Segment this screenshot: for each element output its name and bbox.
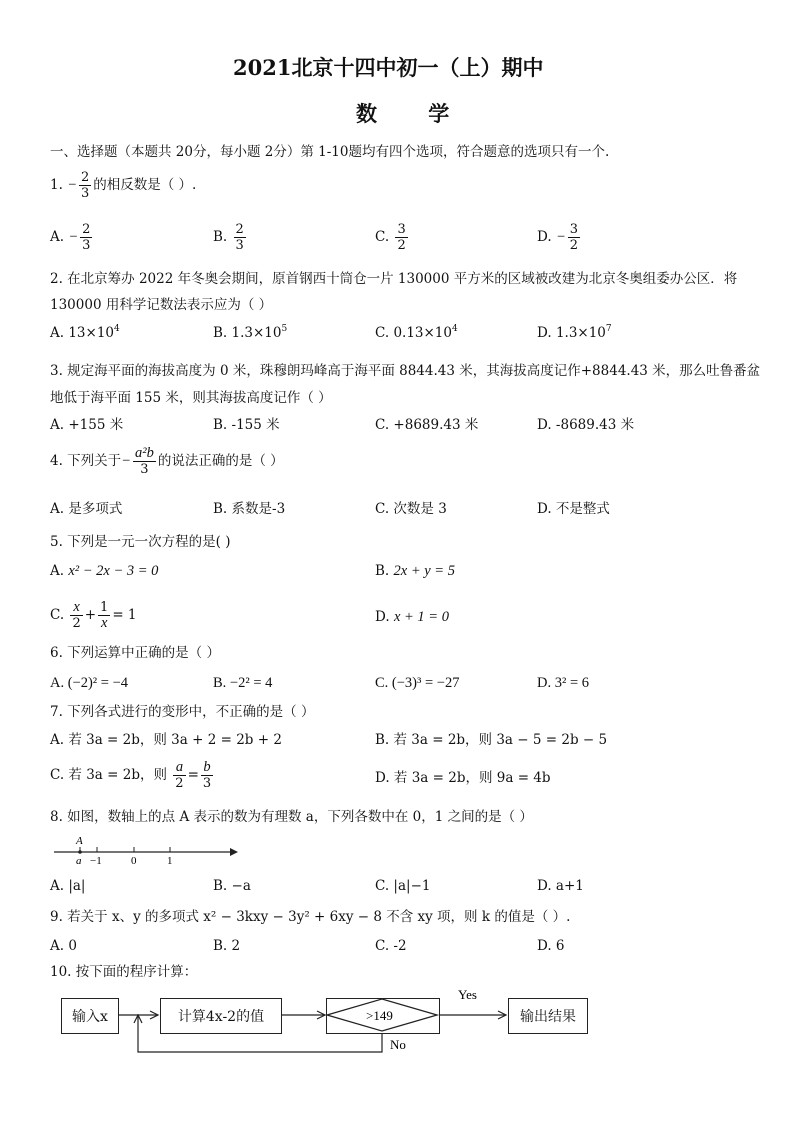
question-10-stem: 10. 按下面的程序计算： bbox=[50, 964, 198, 980]
q2-option-c: C. $0.13\times 10^4$ bbox=[375, 324, 458, 341]
q4-option-c: C. 次数是 3 bbox=[375, 501, 447, 517]
q6-option-b: B. −2² = 4 bbox=[213, 675, 273, 691]
question-1-stem: 1. − $\frac{2}{3}$ 的相反数是（ ）. bbox=[50, 170, 197, 201]
tick-label-minus-1: −1 bbox=[90, 855, 102, 867]
question-3-line-2: 地低于海平面 155 米，则其海拔高度记作（ ） bbox=[50, 390, 332, 406]
q6-option-d: D. 3² = 6 bbox=[537, 675, 589, 691]
q4-option-a: A. 是多项式 bbox=[50, 501, 123, 517]
page-title: 2021北京十四中初一（上）期中 bbox=[233, 55, 544, 80]
q7-option-a: A. 若 3a = 2b，则 3a + 2 = 2b + 2 bbox=[50, 732, 282, 748]
point-a-label: A bbox=[76, 835, 83, 847]
q1-option-b: B. $\frac{2}{3}$ bbox=[213, 222, 244, 253]
var-a-label: a bbox=[76, 855, 82, 867]
q8-option-b: B. −a bbox=[213, 878, 251, 894]
q3-option-a: A. +155 米 bbox=[50, 417, 124, 433]
q6-option-a: A. (−2)² = −4 bbox=[50, 675, 129, 691]
q2-option-d: D. $1.3\times 10^7$ bbox=[537, 324, 612, 341]
flow-input-box: 输入x bbox=[61, 998, 119, 1034]
subject-title: 数 学 bbox=[356, 101, 472, 126]
q6-option-c: C. (−3)³ = −27 bbox=[375, 675, 460, 691]
q1-option-d: D. − $\frac{3}{2}$ bbox=[537, 222, 579, 253]
q5-option-c: C. $\frac{x}{2}$ + $\frac{1}{x}$ = 1 bbox=[50, 599, 137, 631]
tick-label-0: 0 bbox=[131, 855, 137, 867]
question-2-line-1: 2. 在北京筹办 2022 年冬奥会期间，原首钢西十筒仓一片 130000 平方米的区域被改建为北京冬奥组委办公区．将 bbox=[50, 271, 738, 287]
q3-option-b: B. -155 米 bbox=[213, 417, 280, 433]
q9-option-d: D. 6 bbox=[537, 938, 565, 954]
number-line-arrow bbox=[230, 848, 238, 856]
question-4-stem: 4. 下列关于− $\frac{\text{a²b}}{3}$ 的说法正确的是（ ） bbox=[50, 445, 284, 477]
q2-option-a: A. $13\times 10^4$ bbox=[50, 324, 120, 341]
q9-option-b: B. 2 bbox=[213, 938, 241, 954]
flow-no-label: No bbox=[390, 1037, 406, 1052]
question-2-line-2: 130000 用科学记数法表示应为（ ） bbox=[50, 297, 273, 313]
number-line-figure bbox=[50, 832, 240, 868]
flow-output-box: 输出结果 bbox=[508, 998, 588, 1034]
q5-option-d: D. x + 1 = 0 bbox=[375, 609, 449, 625]
q2-option-b: B. $1.3\times 10^5$ bbox=[213, 324, 288, 341]
q8-option-d: D. a+1 bbox=[537, 878, 584, 894]
q7-option-d: D. 若 3a = 2b，则 9a = 4b bbox=[375, 770, 551, 786]
question-5-stem: 5. 下列是一元一次方程的是( ) bbox=[50, 534, 231, 550]
question-6-stem: 6. 下列运算中正确的是（ ） bbox=[50, 645, 220, 661]
point-a-dot bbox=[78, 850, 82, 854]
question-3-line-1: 3. 规定海平面的海拔高度为 0 米，珠穆朗玛峰高于海平面 8844.43 米，其海拔高度记作+8844.43 米，那么吐鲁番盆 bbox=[50, 363, 761, 379]
q9-option-c: C. -2 bbox=[375, 938, 407, 954]
q7-option-c: C. 若 3a = 2b，则 $\frac{a}{2}$ = $\frac{b}{3}$ bbox=[50, 759, 212, 791]
q4-option-b: B. 系数是-3 bbox=[213, 501, 286, 517]
q5-option-b: B. 2x + y = 5 bbox=[375, 563, 455, 579]
question-7-stem: 7. 下列各式进行的变形中，不正确的是（ ） bbox=[50, 704, 315, 720]
q1-option-c: C. $\frac{3}{2}$ bbox=[375, 222, 406, 253]
q3-option-d: D. -8689.43 米 bbox=[537, 417, 635, 433]
question-8-stem: 8. 如图，数轴上的点 A 表示的数为有理数 a，下列各数中在 0，1 之间的是（ ） bbox=[50, 809, 533, 825]
flowchart-connectors bbox=[0, 980, 794, 1060]
q3-option-c: C. +8689.43 米 bbox=[375, 417, 479, 433]
q4-option-d: D. 不是整式 bbox=[537, 501, 610, 517]
tick-label-1: 1 bbox=[167, 855, 173, 867]
q5-option-a: A. x² − 2x − 3 = 0 bbox=[50, 563, 159, 579]
flow-condition-label: >149 bbox=[366, 1008, 393, 1023]
q8-option-a: A. |a| bbox=[50, 878, 86, 894]
section-heading: 一、选择题（本题共 20分，每小题 2分）第 1-10题均有四个选项，符合题意的选项只有一个. bbox=[50, 144, 610, 160]
q9-option-a: A. 0 bbox=[50, 938, 77, 954]
question-9-stem: 9. 若关于 x、y 的多项式 x² − 3kxy − 3y² + 6xy − 8 不含 xy 项，则 k 的值是（ ）. bbox=[50, 909, 571, 925]
q8-option-c: C. |a|−1 bbox=[375, 878, 431, 894]
flow-compute-box: 计算4x-2的值 bbox=[160, 998, 282, 1034]
flow-yes-label: Yes bbox=[458, 987, 477, 1002]
q7-option-b: B. 若 3a = 2b，则 3a − 5 = 2b − 5 bbox=[375, 732, 608, 748]
q1-option-a: A. − $\frac{2}{3}$ bbox=[50, 222, 91, 253]
